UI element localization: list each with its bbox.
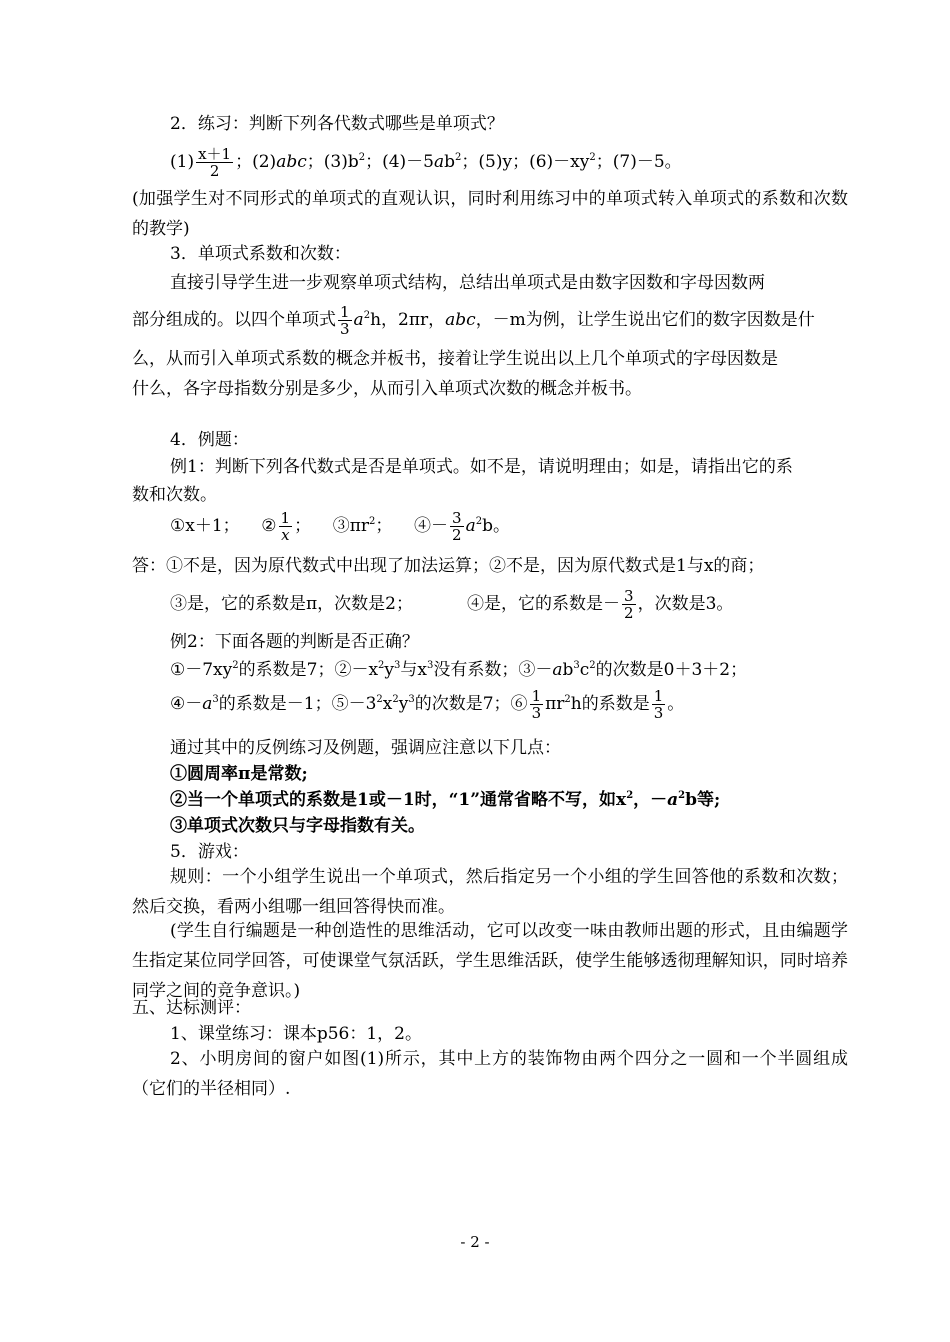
exercise-items: (1) $\frac{x+1}{2}$ ；(2)abc；$(3)b^2$；$(4)-5ab^2$；(5)y；$(6)-xy^2$；(7)－5。 <box>170 145 682 180</box>
example1-answer: 答：①不是，因为原代数式中出现了加法运算；②不是，因为原代数式是1与x的商； <box>132 556 765 576</box>
teaching-note-1: (加强学生对不同形式的单项式的直观认识，同时利用练习中的单项式转入单项式的系数和次数的教学) <box>132 189 848 239</box>
game-rule: 规则：一个小组学生说出一个单项式，然后指定另一个小组的学生回答他的系数和次数；然后交换，看两小组哪一组回答得快而准。 <box>132 867 848 917</box>
example2-heading: 例2：下面各题的判断是否正确？ <box>170 632 419 652</box>
example2-items: $①-7xy^2$的系数是7；$②-x^2y^3$与$x^3$没有系数；$③-ab^3c^2$的次数是0＋3＋2； <box>170 660 748 680</box>
key-point-3: ③单项式次数只与字母指数有关。 <box>170 816 425 836</box>
key-point-2: ②当一个单项式的系数是1或－1时，“1”通常省略不写，如$x^2$，$-a^2b$等; <box>170 790 721 810</box>
section3-paragraph: 什么，各字母指数分别是多少，从而引入单项式次数的概念并板书。 <box>132 379 642 399</box>
page-number: - 2 - <box>460 1233 490 1251</box>
section3-paragraph: 直接引导学生进一步观察单项式结构，总结出单项式是由数字因数和字母因数两 <box>170 273 765 293</box>
section3-paragraph: 部分组成的。以四个单项式 $\frac{1}{3}$ $a^2h$，2πr，abc，－m为例，让学生说出它们的数字因数是什 <box>132 303 815 338</box>
example1-question: 例1：判断下列各代数式是否是单项式。如不是，请说明理由；如是，请指出它的系 <box>170 457 793 477</box>
example1-answer: ③是，它的系数是π，次数是2； ④是，它的系数是－ $\frac{3}{2}$ ，次数是3。 <box>170 587 734 622</box>
section3-heading: 3．单项式系数和次数： <box>170 244 351 264</box>
assessment-item-1: 1、课堂练习：课本p56：1，2。 <box>170 1024 422 1044</box>
fraction: $\frac{x+1}{2}$ <box>198 145 232 180</box>
teaching-note-2: (学生自行编题是一种创造性的思维活动，它可以改变一味由教师出题的形式，且由编题学生指定某位同学回答，可使课堂气氛活跃，学生思维活跃，使学生能够透彻理解知识，同时培养同学之间的竞争意识。) <box>132 921 848 1001</box>
example1-items: ①x＋1； ② $\frac{1}{x}$ ； $③\pi r^2$； ④－ $\frac{3}{2}$ $a^2b$。 <box>170 509 510 544</box>
assessment-heading: 五、达标测评： <box>132 998 251 1018</box>
example2-items: $④-a^3$的系数是－1；$⑤-3^2x^2y^3$的次数是7；⑥ $\frac{1}{3}$ $\pi r^2h$的系数是 $\frac{1}{3}$ 。 <box>170 687 685 722</box>
exercise-heading: 2．练习：判断下列各代数式哪些是单项式？ <box>170 114 504 134</box>
key-points-intro: 通过其中的反例练习及例题，强调应注意以下几点： <box>170 738 561 758</box>
section5-heading: 5．游戏： <box>170 842 249 862</box>
example1-question: 数和次数。 <box>132 485 217 505</box>
assessment-item-2: 2、小明房间的窗户如图(1)所示，其中上方的装饰物由两个四分之一圆和一个半圆组成（它们的半径相同）. <box>132 1049 848 1099</box>
section4-heading: 4．例题： <box>170 430 249 450</box>
key-point-1: ①圆周率π是常数; <box>170 764 308 784</box>
section3-paragraph: 么，从而引入单项式系数的概念并板书，接着让学生说出以上几个单项式的字母因数是 <box>132 349 778 369</box>
